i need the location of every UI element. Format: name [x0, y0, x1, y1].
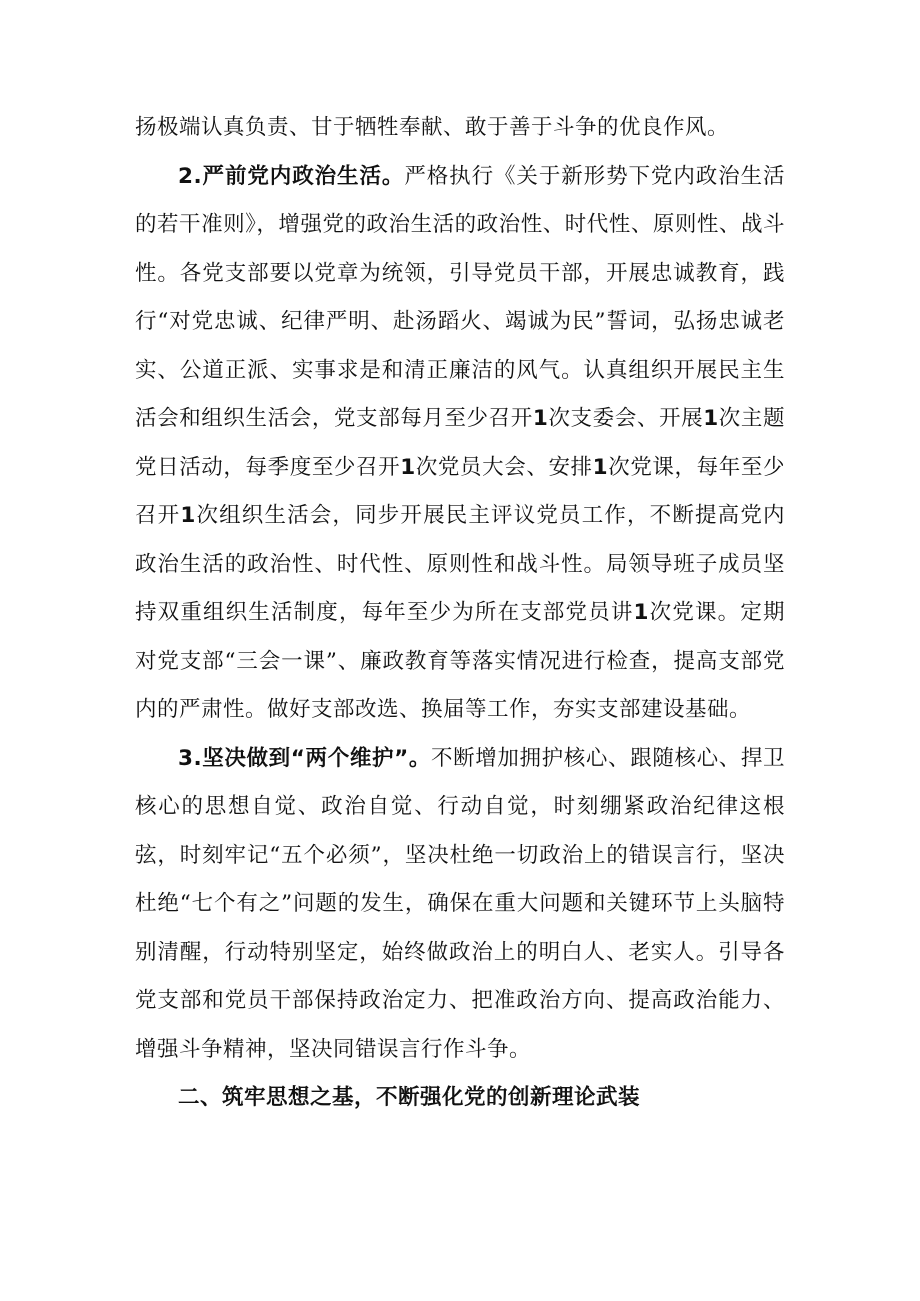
section-heading: 二、筑牢思想之基，不断强化党的创新理论武装	[178, 1085, 641, 1110]
count-number: 1	[592, 454, 609, 480]
document-page	[135, 104, 785, 1123]
count-number: 1	[400, 454, 416, 480]
item-title: .坚决做到“两个维护”。	[193, 745, 431, 771]
count-number: 1	[703, 406, 719, 431]
paragraph-text: 次支委会、开展	[548, 406, 704, 431]
paragraph-two-safeguards	[135, 735, 785, 1075]
paragraph-continuation: 扬极端认真负责、甘于牺牲奉献、敢于善于斗争的优良作风。	[135, 115, 730, 140]
paragraph-strict-political-life	[135, 153, 785, 735]
item-number: 2	[178, 163, 194, 189]
paragraph-text: 严格执行《关于新形势下党内政治生活的若干准则》，增强党的政治生活的政治性、时代性、原则性、战斗性。各党支部要以党章为统领，引导党员干部，开展忠诚教育，践行“对党忠诚、纪律严明、赴汤蹈火、竭诚为民”誓词，弘扬忠诚老实、公道正派、实事求是和清正廉洁的风气。认真组织开展民主生活会和组织生活会，党支部每月至少召开	[135, 163, 785, 431]
item-title: .严前党内政治生活。	[193, 163, 405, 189]
paragraph-text: 次党员大会、安排	[415, 454, 593, 480]
paragraph-text: 次党课，每年至少召开	[135, 454, 785, 528]
item-number: 3	[178, 745, 194, 771]
paragraph-text: 次党课。定期对党支部“三会一课”、廉政教育等落实情况进行检查，提高支部党内的严肃性。做好支部改选、换届等工作，夯实支部建设基础。	[135, 600, 785, 722]
paragraph-text: 次组织生活会，同步开展民主评议党员工作，不断提高党内政治生活的政治性、时代性、原则性和战斗性。局领导班子成员坚持双重组织生活制度，每年至少为所在支部党员讲	[135, 503, 785, 625]
paragraph-text: 次主题党日活动，每季度至少召开	[135, 406, 785, 480]
paragraph-text: 不断增加拥护核心、跟随核心、捍卫核心的思想自觉、政治自觉、行动自觉，时刻绷紧政治纪律这根弦，时刻牢记“五个必须”，坚决杜绝一切政治上的错误言行，坚决杜绝“七个有之”问题的发生，确保在重大问题和关键环节上头脑特别清醒，行动特别坚定，始终做政治上的明白人、老实人。引导各党支部和党员干部保持政治定力、把准政治方向、提高政治能力、增强斗争精神，坚决同错误言行作斗争。	[135, 745, 785, 1062]
count-number: 1	[180, 503, 196, 528]
count-number: 1	[532, 406, 549, 431]
count-number: 1	[633, 600, 650, 625]
